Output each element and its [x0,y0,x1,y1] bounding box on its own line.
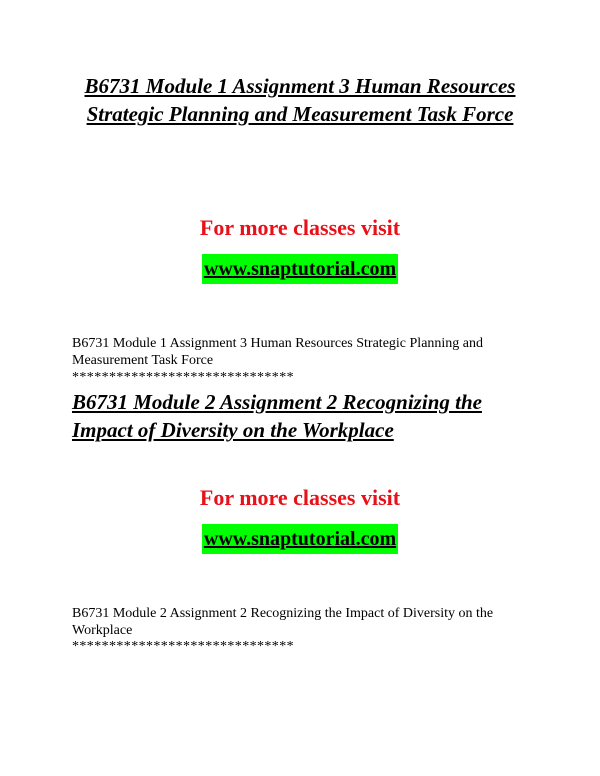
section1-title: B6731 Module 1 Assignment 3 Human Resources Strategic Planning and Measurement Task Force [84,74,516,126]
section2-snaptutorial-link[interactable]: www.snaptutorial.com [202,524,398,554]
section2-promo-text: For more classes visit [199,485,401,510]
section1-snaptutorial-link[interactable]: www.snaptutorial.com [202,254,398,284]
section2-link-wrap [0,524,600,554]
section1-link-wrap [0,254,600,284]
section1-promo-text: For more classes visit [199,215,401,240]
section1-description: B6731 Module 1 Assignment 3 Human Resources Strategic Planning and Measurement Task Force [72,336,484,368]
section1-separator: ****************************** [72,370,294,385]
section2-title: B6731 Module 2 Assignment 2 Recognizing the Impact of Diversity on the Workplace [72,390,482,442]
section2-description: B6731 Module 2 Assignment 2 Recognizing the Impact of Diversity on the Workplace [72,606,494,638]
section2-separator: ****************************** [72,639,294,654]
